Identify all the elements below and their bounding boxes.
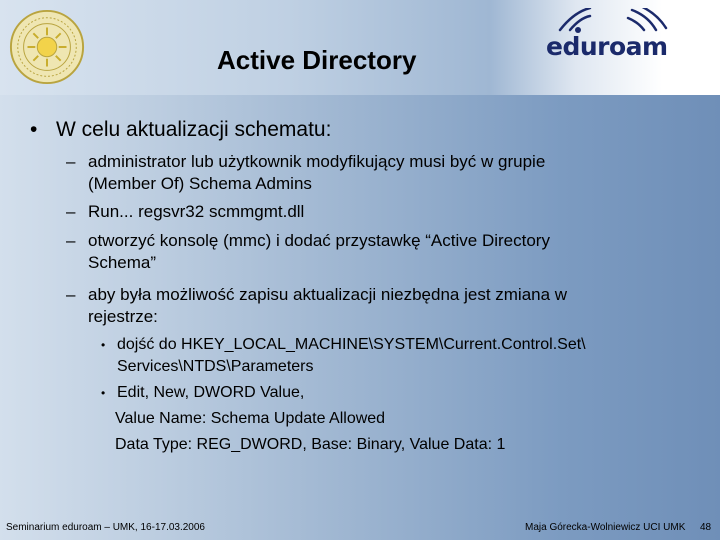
sub-item-text: aby była możliwość zapisu aktualizacji niezbędna jest zmiana w <box>88 285 568 304</box>
dash-marker: – <box>66 152 76 171</box>
sub-item-continuation: (Member Of) Schema Admins <box>88 174 312 193</box>
dash-marker: – <box>66 231 76 250</box>
continuation-line: Data Type: REG_DWORD, Base: Binary, Value Data: 1 <box>115 436 506 453</box>
sub-sub-item-continuation: Services\NTDS\Parameters <box>117 358 314 375</box>
slide-title: Active Directory <box>217 45 417 75</box>
sub-item-text: otworzyć konsolę (mmc) i dodać przystawkę “Active Directory <box>88 231 550 250</box>
page-number: 48 <box>700 522 712 533</box>
dash-marker: – <box>66 202 76 221</box>
sub-item-text: Run... regsvr32 scmmgmt.dll <box>88 202 305 221</box>
sub-item-text: administrator lub użytkownik modyfikujący musi być w grupie <box>88 152 546 171</box>
eduroam-logo-text: eduroam <box>546 32 668 61</box>
dash-marker: – <box>66 285 76 304</box>
dot-marker: • <box>101 386 106 400</box>
bullet-marker: • <box>30 118 38 141</box>
dot-marker: • <box>101 338 106 352</box>
footer-right: Maja Górecka-Wolniewicz UCI UMK <box>525 522 686 533</box>
sub-item-continuation: Schema” <box>88 253 157 272</box>
sub-sub-item-text: dojść do HKEY_LOCAL_MACHINE\SYSTEM\Current.Control.Set\ <box>117 336 586 353</box>
footer-left: Seminarium eduroam – UMK, 16-17.03.2006 <box>6 522 205 533</box>
continuation-line: Value Name: Schema Update Allowed <box>115 410 386 427</box>
main-bullet-text: W celu aktualizacji schematu: <box>56 118 332 141</box>
sub-item-continuation: rejestrze: <box>88 307 158 326</box>
sub-sub-item-text: Edit, New, DWORD Value, <box>117 384 305 401</box>
